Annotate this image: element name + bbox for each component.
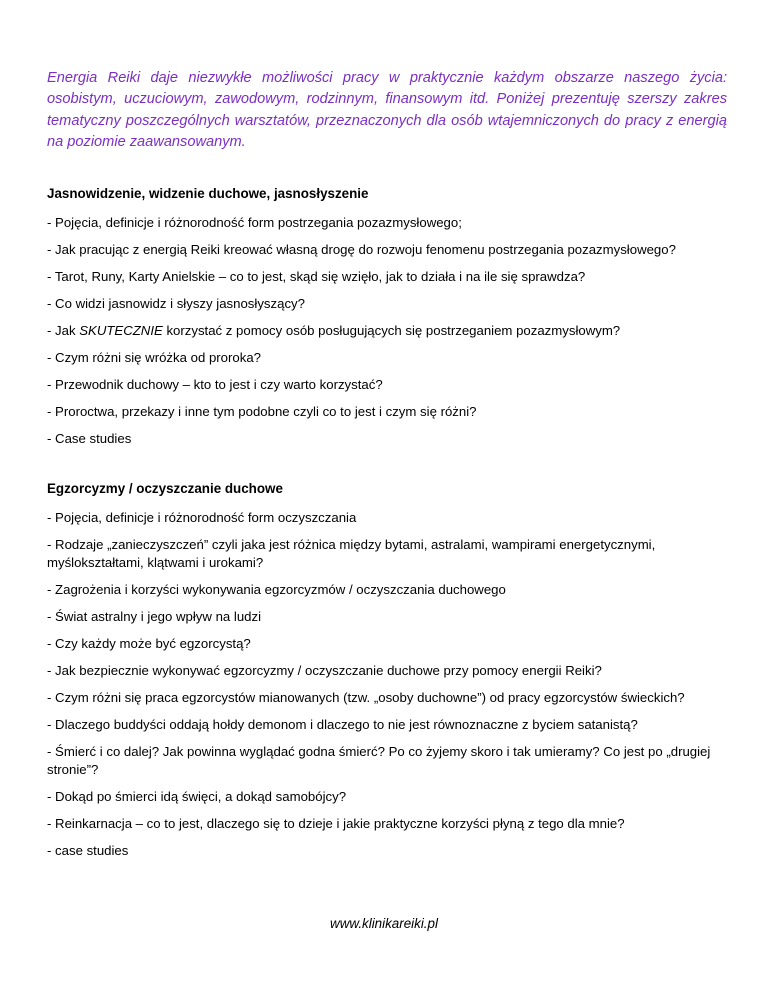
list-item: - Case studies	[47, 431, 132, 446]
list-item: - Co widzi jasnowidz i słyszy jasnosłyszący?	[47, 296, 305, 311]
section-heading: Jasnowidzenie, widzenie duchowe, jasnosłyszenie	[47, 186, 369, 201]
footer-url: www.klinikareiki.pl	[330, 916, 438, 931]
list-item: - Jak bezpiecznie wykonywać egzorcyzmy / oczyszczanie duchowe przy pomocy energii Reiki?	[47, 663, 602, 678]
list-item-text: korzystać z pomocy osób posługujących się postrzeganiem pozazmysłowym?	[162, 323, 621, 338]
list-item: - Reinkarnacja – co to jest, dlaczego się to dzieje i jakie praktyczne korzyści płyną z tego dla mnie?	[47, 816, 625, 831]
list-item: - Dokąd po śmierci idą święci, a dokąd samobójcy?	[47, 789, 347, 804]
list-item: - Rodzaje „zanieczyszczeń” czyli jaka jest różnica między bytami, astralami, wampirami energetycznymi, myślokształtami, klątwami i urokami?	[47, 537, 656, 570]
list-item: - Świat astralny i jego wpływ na ludzi	[47, 609, 262, 624]
list-item: - Czy każdy może być egzorcystą?	[47, 636, 251, 651]
list-item: - Zagrożenia i korzyści wykonywania egzorcyzmów / oczyszczania duchowego	[47, 582, 506, 597]
list-item: - Śmierć i co dalej? Jak powinna wyglądać godna śmierć? Po co żyjemy skoro i tak umieramy? Co jest po „drugiej stronie”?	[47, 744, 711, 777]
section-heading: Egzorcyzmy / oczyszczanie duchowe	[47, 481, 283, 496]
list-item-text: - Jak	[47, 323, 80, 338]
list-item: - Czym różni się wróżka od proroka?	[47, 350, 262, 365]
list-item	[47, 322, 737, 340]
list-item: - Dlaczego buddyści oddają hołdy demonom i dlaczego to nie jest równoznaczne z byciem satanistą?	[47, 717, 638, 732]
list-item: - Pojęcia, definicje i różnorodność form postrzegania pozazmysłowego;	[47, 215, 462, 230]
section-clairvoyance	[47, 185, 737, 457]
list-item: - Przewodnik duchowy – kto to jest i czy warto korzystać?	[47, 377, 383, 392]
emphasis-text: SKUTECZNIE	[79, 323, 163, 338]
section-exorcism	[47, 480, 737, 869]
list-item: - Czym różni się praca egzorcystów mianowanych (tzw. „osoby duchowne”) od pracy egzorcystów świeckich?	[47, 690, 685, 705]
list-item: - Proroctwa, przekazy i inne tym podobne czyli co to jest i czym się różni?	[47, 404, 477, 419]
list-item: - Jak pracując z energią Reiki kreować własną drogę do rozwoju fenomenu postrzegania pozazmysłowego?	[47, 242, 676, 257]
list-item: - case studies	[47, 843, 129, 858]
list-item: - Pojęcia, definicje i różnorodność form oczyszczania	[47, 510, 357, 525]
intro-paragraph: Energia Reiki daje niezwykłe możliwości pracy w praktycznie każdym obszarze naszego życia: osobistym, uczuciowym, zawodowym, rodzinnym, finansowym itd. Poniżej prezentuję szerszy zakres tematyczny poszczególnych warsztatów, przeznaczonych dla osób wtajemniczonych do pracy z energią na poziomie zaawansowanym.	[47, 70, 727, 151]
list-item: - Tarot, Runy, Karty Anielskie – co to jest, skąd się wzięło, jak to działa i na ile się sprawdza?	[47, 269, 586, 284]
